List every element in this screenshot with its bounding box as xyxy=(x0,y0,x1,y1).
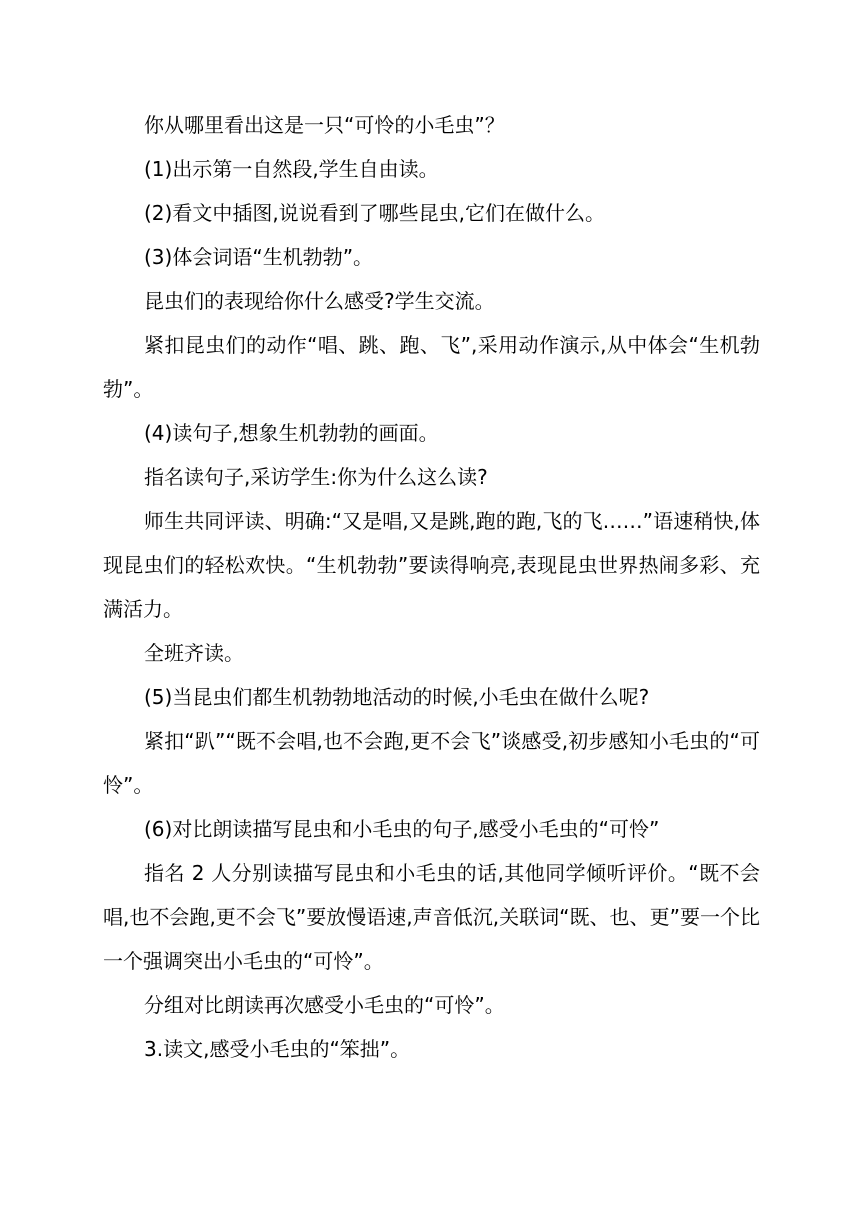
paragraph-10: 全班齐读。 xyxy=(144,641,244,665)
paragraph-3: (2)看文中插图,说说看到了哪些昆虫,它们在做什么。 xyxy=(144,201,606,225)
paragraph-7: (4)读句子,想象生机勃勃的画面。 xyxy=(144,421,439,445)
paragraph-1: 你从哪里看出这是一只“可怜的小毛虫”？ xyxy=(144,113,505,137)
paragraph-6: 紧扣昆虫们的动作“唱、跳、跑、飞”,采用动作演示,从中体会“生机勃勃”。 xyxy=(103,333,760,401)
paragraph-14: 指名 2 人分别读描写昆虫和小毛虫的话,其他同学倾听评价。“既不会唱,也不会跑,更不会飞”要放慢语速,声音低沉,关联词“既、也、更”要一个比一个强调突出小毛虫的“可怜”。 xyxy=(103,861,760,973)
paragraph-13: (6)对比朗读描写昆虫和小毛虫的句子,感受小毛虫的“可怜” xyxy=(144,817,660,841)
paragraph-5: 昆虫们的表现给你什么感受?学生交流。 xyxy=(144,289,495,313)
paragraph-9: 师生共同评读、明确:“又是唱,又是跳,跑的跑,飞的飞……”语速稍快,体现昆虫们的轻松欢快。“生机勃勃”要读得响亮,表现昆虫世界热闹多彩、充满活力。 xyxy=(103,509,760,621)
paragraph-16: 3.读文,感受小毛虫的“笨拙”。 xyxy=(144,1037,411,1061)
paragraph-4: (3)体会词语“生机勃勃”。 xyxy=(144,245,374,269)
paragraph-12: 紧扣“趴”“既不会唱,也不会跑,更不会飞”谈感受,初步感知小毛虫的“可怜”。 xyxy=(103,729,760,797)
paragraph-2: (1)出示第一自然段,学生自由读。 xyxy=(144,157,439,181)
paragraph-15: 分组对比朗读再次感受小毛虫的“可怜”。 xyxy=(144,993,505,1017)
paragraph-8: 指名读句子,采访学生:你为什么这么读? xyxy=(144,465,488,489)
paragraph-11: (5)当昆虫们都生机勃勃地活动的时候,小毛虫在做什么呢? xyxy=(144,685,650,709)
document-body xyxy=(103,103,760,1071)
